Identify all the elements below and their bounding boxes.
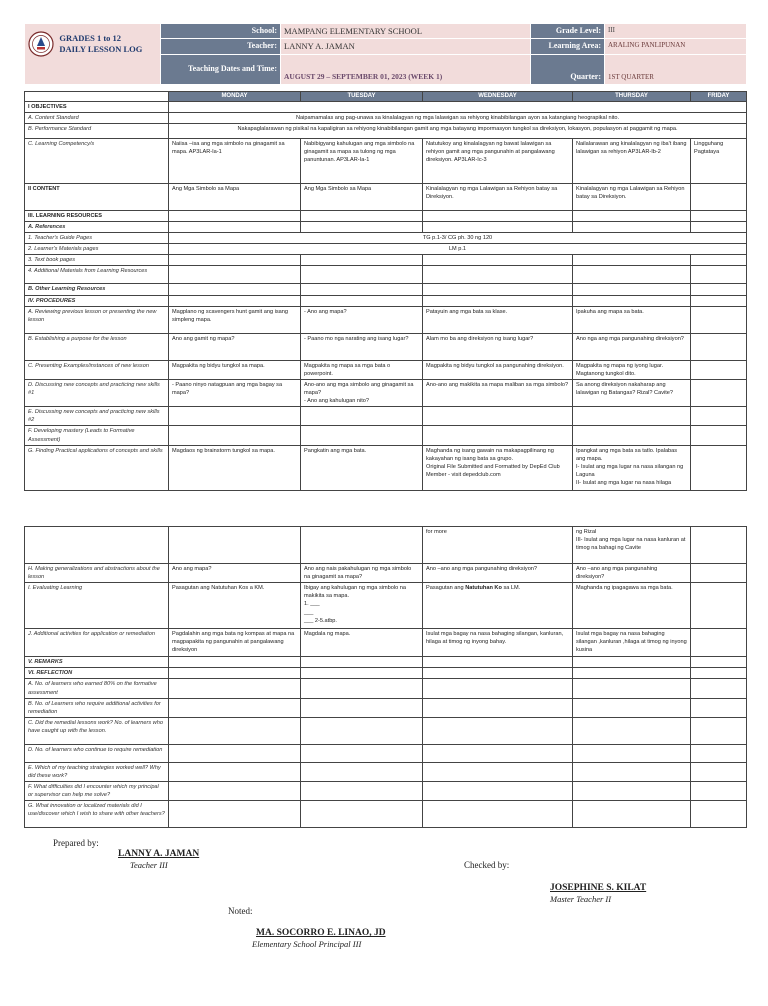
reflection-c-label: C. Did the remedial lessons work? No. of learners who have caught up with the lesson. [25, 717, 169, 744]
empty-cell [573, 717, 691, 744]
procedure-h-tuesday: Ano ang nais pakahulugan ng mga simbolo na ginagamit sa mapa? [301, 564, 423, 583]
content-friday [691, 183, 747, 210]
tg-label: 1. Teacher's Guide Pages [25, 233, 169, 244]
empty-cell [423, 782, 573, 801]
grade-label: Grade Level: [531, 24, 605, 39]
empty-cell [573, 222, 691, 233]
empty-cell [691, 426, 747, 445]
empty-cell [169, 744, 301, 762]
empty-cell [573, 679, 691, 698]
empty-cell [573, 295, 691, 306]
empty-cell [301, 668, 423, 679]
procedure-c-label: C. Presenting Examples/instances of new lesson [25, 360, 169, 379]
reflection-g-label: G. What innovation or localized materials did I use/discover which I wish to share with other teachers? [25, 801, 169, 828]
procedure-i-thursday: Maghanda ng ipagagawa sa mga bata. [573, 583, 691, 629]
procedure-g-tuesday: Pangkatin ang mga bata. [301, 445, 423, 490]
competency-friday: Lingguhang Pagtataya [691, 138, 747, 183]
reflection-a-label: A. No. of learners who earned 80% on the formative assessment [25, 679, 169, 698]
procedure-a-monday: Magplano ng scavengers hunt gamit ang isang simpleng mapa. [169, 306, 301, 333]
procedure-a-tuesday: - Ano ang mapa? [301, 306, 423, 333]
textbook-label: 3. Text book pages [25, 255, 169, 266]
procedure-d-wednesday: Ano-ano ang makikita sa mapa maliban sa mga simbolo? [423, 379, 573, 406]
procedure-g-thursday [573, 445, 691, 490]
references-label: A. References [25, 222, 169, 233]
empty-cell [423, 222, 573, 233]
procedure-g-wednesday-cont: for more [423, 527, 573, 564]
procedure-i-label: I. Evaluating Learning [25, 583, 169, 629]
empty-cell [169, 801, 301, 828]
tg-value: TG p.1-3/ CG ph. 30 ng 120 [169, 233, 747, 244]
empty-cell [301, 255, 423, 266]
empty-cell [573, 284, 691, 295]
empty-cell [169, 426, 301, 445]
area-label: Learning Area: [531, 39, 605, 54]
empty-cell [423, 801, 573, 828]
empty-cell [301, 295, 423, 306]
empty-cell [423, 698, 573, 717]
empty-cell [169, 527, 301, 564]
empty-cell [423, 295, 573, 306]
checked-name: JOSEPHINE S. KILAT [550, 883, 647, 893]
procedure-j-wednesday: Isulat mga bagay na nasa bahaging silangan, kanluran, hilaga at timog ng inyong bahay. [423, 629, 573, 657]
procedure-a-wednesday: Patayuin ang mga bata sa klase. [423, 306, 573, 333]
day-friday: FRIDAY [691, 92, 747, 102]
quarter-label: Quarter: [531, 54, 605, 84]
procedure-d-tuesday [301, 379, 423, 406]
lesson-table-part2 [24, 526, 747, 828]
empty-cell [301, 210, 423, 221]
procedure-g-thursday-cont [573, 527, 691, 564]
empty-cell [573, 744, 691, 762]
grade-value: III [605, 24, 747, 39]
area-value: ARALING PANLIPUNAN [605, 39, 747, 54]
procedure-i-wednesday-end: sa LM. [503, 585, 521, 592]
procedure-h-label: H. Making generalizations and abstractions about the lesson [25, 564, 169, 583]
empty-cell [691, 762, 747, 781]
empty-cell [301, 426, 423, 445]
empty-cell [301, 407, 423, 426]
reflection-e-label: E. Which of my teaching strategies worked well? Why did these work? [25, 762, 169, 781]
noted-position: Elementary School Principal III [252, 939, 362, 949]
day-thursday: THURSDAY [573, 92, 691, 102]
logo-cell [25, 24, 161, 85]
depedclub-notice: Original File Submitted and Formatted by DepEd Club Member - visit depedclub.com [426, 463, 560, 478]
performance-standard-text: Nakapaglalarawan ng pisikal na kapaligiran sa rehiyong kinabibilangan gamit ang mga batayang impormasyon tungkol sa direksiyon, lokasyon, populasyon at paggamit ng mapa. [169, 123, 747, 138]
empty-cell [423, 407, 573, 426]
procedure-g-monday: Magdaos ng brainstorm tungkol sa mapa. [169, 445, 301, 490]
empty-cell [169, 266, 301, 284]
empty-cell [573, 668, 691, 679]
competency-monday: Naiisa –isa ang mga simbolo na ginagamit sa mapa. AP3LAR-Ia-1 [169, 138, 301, 183]
procedure-h-monday: Ano ang mapa? [169, 564, 301, 583]
procedure-g-thursday-cont1: ng Rizal [576, 529, 597, 535]
procedure-j-friday [691, 629, 747, 657]
procedure-i-tuesday [301, 583, 423, 629]
empty-cell [423, 210, 573, 221]
procedure-g-thursday-item1: I- Isulat ang mga lugar na nasa silangan ng Laguna [576, 463, 684, 478]
empty-cell [691, 782, 747, 801]
procedure-d-friday [691, 379, 747, 406]
procedure-c-friday [691, 360, 747, 379]
content-wednesday: Kinalalagyan ng mga Lalawigan sa Rehiyon batay sa Direksiyon. [423, 183, 573, 210]
empty-cell [169, 782, 301, 801]
procedure-j-monday: Pagdalahin ang mga bata ng kompas at mapa na magpapakita ng pangunahin at pangalawang direksiyon [169, 629, 301, 657]
empty-cell [169, 210, 301, 221]
teacher-value: LANNY A. JAMAN [281, 39, 531, 54]
checked-label: Checked by: [464, 860, 510, 870]
empty-cell [423, 255, 573, 266]
empty-cell [573, 782, 691, 801]
grades-title-line2: DAILY LESSON LOG [59, 44, 143, 54]
empty-cell [301, 782, 423, 801]
header-table [24, 23, 747, 85]
prepared-label: Prepared by: [53, 838, 99, 848]
procedure-i-wednesday-bold: Natutuhan Ko [465, 585, 502, 592]
content-heading: II CONTENT [25, 183, 169, 210]
competency-tuesday: Nabibigyang kahulugan ang mga simbolo na ginagamit sa mapa sa tulong ng mga panuntunan. AP3LAR-Ia-1 [301, 138, 423, 183]
empty-cell [691, 266, 747, 284]
day-tuesday: TUESDAY [301, 92, 423, 102]
procedure-g-wednesday [423, 445, 573, 490]
content-standard-text: Naipamamalas ang pag-unawa sa kinalalagyan ng mga lalawigan sa rehiyong kinabibilangan ayon sa katangiang heograpikal nito. [169, 112, 747, 123]
empty-cell [423, 717, 573, 744]
content-thursday: Kinalalagyan ng mga Lalawigan sa Rehiyon batay sa Direksiyon. [573, 183, 691, 210]
resources-heading: III. LEARNING RESOURCES [25, 210, 169, 221]
competency-thursday: Nailalarawan ang kinalalagyan ng iba't ibang lalawigan sa rehiyon AP3LAR-Ib-2 [573, 138, 691, 183]
content-tuesday: Ang Mga Simbolo sa Mapa [301, 183, 423, 210]
procedure-j-label: J. Additional activities for application or remediation [25, 629, 169, 657]
noted-name: MA. SOCORRO E. LINAO, JD [256, 928, 386, 938]
procedure-c-monday: Magpakita ng bidyu tungkol sa mapa. [169, 360, 301, 379]
procedure-i-tuesday-blank1: 1. ___ [304, 601, 320, 608]
procedure-h-friday [691, 564, 747, 583]
competency-label: C. Learning Competency/s [25, 138, 169, 183]
dates-label: Teaching Dates and Time: [161, 54, 281, 84]
empty-cell [301, 762, 423, 781]
procedure-d-monday: - Paano ninyo natagpuan ang mga bagay sa mapa? [169, 379, 301, 406]
empty-cell [301, 222, 423, 233]
procedure-g-friday [691, 445, 747, 490]
empty-cell [691, 295, 747, 306]
empty-cell [169, 698, 301, 717]
objectives-blank [169, 101, 747, 112]
procedure-b-friday [691, 333, 747, 360]
procedure-d-tuesday-text: Ano-ano ang mga simbolo ang ginagamit sa mapa? [304, 381, 414, 396]
empty-cell [169, 222, 301, 233]
other-resources-label: B. Other Learning Resources [25, 284, 169, 295]
empty-cell [691, 717, 747, 744]
empty-cell [301, 284, 423, 295]
school-value: MAMPANG ELEMENTARY SCHOOL [281, 24, 531, 39]
empty-cell [573, 426, 691, 445]
procedure-f-label: F. Developing mastery (Leads to Formative Assessment) [25, 426, 169, 445]
dates-value: AUGUST 29 – SEPTEMBER 01, 2023 (WEEK 1) [281, 54, 531, 84]
additional-materials-label: 4. Additional Materials from Learning Resources [25, 266, 169, 284]
empty-cell [573, 266, 691, 284]
empty-cell [169, 762, 301, 781]
procedure-b-thursday: Ano nga ang mga pangunahing direksiyon? [573, 333, 691, 360]
empty-cell [423, 679, 573, 698]
procedure-i-monday: Pasagutan ang Natutuhan Kos a KM. [169, 583, 301, 629]
empty-cell [25, 527, 169, 564]
day-header-blank [25, 92, 169, 102]
procedure-b-tuesday: - Paano mo nga narating ang isang lugar? [301, 333, 423, 360]
procedure-b-monday: Ano ang gamit ng mapa? [169, 333, 301, 360]
reflection-d-label: D. No. of learners who continue to require remediation [25, 744, 169, 762]
prepared-position: Teacher III [130, 860, 168, 870]
reflection-b-label: B. No. of Learners who require additional activities for remediation [25, 698, 169, 717]
empty-cell [691, 801, 747, 828]
procedure-j-thursday: Isulat mga bagay na nasa bahaging silangan ,kanluran ,hilaga at timog ng inyong kusina [573, 629, 691, 657]
lesson-table-part1 [24, 91, 747, 491]
empty-cell [169, 407, 301, 426]
procedure-b-label: B. Establishing a purpose for the lesson [25, 333, 169, 360]
reflection-f-label: F. What difficulties did I encounter which my principal or supervisor can help me solve? [25, 782, 169, 801]
procedure-g-wednesday-text: Maghanda ng isang gawain na makapagpilinang ng kakayahan ng isang bata sa grupo. [426, 447, 554, 462]
empty-cell [573, 210, 691, 221]
deped-seal-icon [28, 31, 54, 57]
empty-cell [301, 657, 423, 668]
empty-cell [301, 744, 423, 762]
procedure-d-thursday: Sa anong direksiyon nakaharap ang lalawigan ng Batangas? Rizal? Cavite? [573, 379, 691, 406]
procedure-a-thursday: Ipakuha ang mapa sa bata. [573, 306, 691, 333]
quarter-value: 1ST QUARTER [605, 54, 747, 84]
procedure-c-wednesday: Magpakita ng bidyu tungkol sa pangunahing direksiyon. [423, 360, 573, 379]
procedure-i-tuesday-blank2: ___ [304, 609, 314, 616]
empty-cell [573, 762, 691, 781]
procedure-c-tuesday: Magpakita ng mapa sa mga bata o powerpoint. [301, 360, 423, 379]
procedure-g-thursday-cont2: III- Isulat ang mga lugar na nasa kanluran at timog na bahagi ng Cavite [576, 537, 686, 552]
empty-cell [169, 717, 301, 744]
empty-cell [301, 698, 423, 717]
lm-label: 2. Learner's Materials pages [25, 244, 169, 255]
empty-cell [423, 744, 573, 762]
empty-cell [169, 657, 301, 668]
procedure-c-thursday: Magpakita ng mapa ng iyong lugar. Magtanong tungkol dito. [573, 360, 691, 379]
content-standard-label: A. Content Standard [25, 112, 169, 123]
procedure-g-label: G. Finding Practical applications of concepts and skills [25, 445, 169, 490]
day-header-row [25, 92, 747, 102]
procedure-h-wednesday: Ano –ano ang mga pangunahing direksiyon? [423, 564, 573, 583]
empty-cell [423, 657, 573, 668]
empty-cell [423, 762, 573, 781]
prepared-name: LANNY A. JAMAN [118, 849, 200, 859]
school-label: School: [161, 24, 281, 39]
empty-cell [691, 744, 747, 762]
empty-cell [169, 679, 301, 698]
grades-title [59, 33, 142, 54]
empty-cell [691, 698, 747, 717]
empty-cell [691, 255, 747, 266]
empty-cell [423, 668, 573, 679]
content-monday: Ang Mga Simbolo sa Mapa [169, 183, 301, 210]
empty-cell [301, 266, 423, 284]
procedure-d-tuesday-extra: - Ano ang kahulugan nito? [304, 398, 370, 405]
procedures-heading: IV. PROCEDURES [25, 295, 169, 306]
procedure-b-wednesday: Alam mo ba ang direksiyon ng isang lugar? [423, 333, 573, 360]
remarks-heading: V. REMARKS [25, 657, 169, 668]
empty-cell [301, 717, 423, 744]
empty-cell [423, 266, 573, 284]
empty-cell [691, 284, 747, 295]
competency-wednesday: Natutukoy ang kinalalagyan ng bawat lalawigan sa rehiyon gamit ang mga pangunahin at pangalawang direksiyon. AP3LAR-Ic-3 [423, 138, 573, 183]
procedure-i-wednesday-text: Pasagutan ang [426, 585, 464, 592]
empty-cell [691, 210, 747, 221]
procedure-d-label: D. Discussing new concepts and practicing new skills #1 [25, 379, 169, 406]
empty-cell [691, 668, 747, 679]
procedure-g-thursday-text: Ipangkat ang mga bata sa tatlo. Ipalabas ang mapa. [576, 447, 678, 462]
procedure-h-thursday: Ano –ano ang mga pangunahing direksiyon? [573, 564, 691, 583]
empty-cell [169, 295, 301, 306]
empty-cell [301, 679, 423, 698]
teacher-label: Teacher: [161, 39, 281, 54]
empty-cell [573, 407, 691, 426]
empty-cell [301, 527, 423, 564]
empty-cell [423, 284, 573, 295]
procedure-i-tuesday-text: Ibigay ang kahulugan ng mga simbolo na makikita sa mapa. [304, 585, 407, 600]
procedure-a-friday [691, 306, 747, 333]
objectives-heading: I OBJECTIVES [25, 101, 169, 112]
day-wednesday: WEDNESDAY [423, 92, 573, 102]
day-monday: MONDAY [169, 92, 301, 102]
procedure-e-label: E. Discussing new concepts and practicing new skills #2 [25, 407, 169, 426]
noted-label: Noted: [228, 906, 253, 916]
empty-cell [691, 657, 747, 668]
empty-cell [573, 255, 691, 266]
empty-cell [301, 801, 423, 828]
empty-cell [423, 426, 573, 445]
empty-cell [691, 527, 747, 564]
procedure-g-thursday-item2: II- Isulat ang mga lugar na nasa hilaga [576, 480, 672, 487]
empty-cell [573, 698, 691, 717]
performance-standard-label: B. Performance Standard [25, 123, 169, 138]
procedure-i-tuesday-blank3: ___ 2-5.atbp. [304, 617, 337, 624]
procedure-i-wednesday [423, 583, 573, 629]
reflection-heading: VI. REFLECTION [25, 668, 169, 679]
checked-position: Master Teacher II [550, 894, 612, 904]
empty-cell [691, 222, 747, 233]
lm-value: LM p.1 [169, 244, 747, 255]
empty-cell [573, 657, 691, 668]
procedure-j-tuesday: Magdala ng mapa. [301, 629, 423, 657]
grades-title-line1: GRADES 1 to 12 [59, 33, 122, 44]
procedure-i-friday [691, 583, 747, 629]
empty-cell [691, 407, 747, 426]
empty-cell [573, 801, 691, 828]
procedure-a-label: A. Reviewing previous lesson or presenting the new lesson [25, 306, 169, 333]
empty-cell [169, 284, 301, 295]
empty-cell [691, 679, 747, 698]
empty-cell [169, 255, 301, 266]
empty-cell [169, 668, 301, 679]
